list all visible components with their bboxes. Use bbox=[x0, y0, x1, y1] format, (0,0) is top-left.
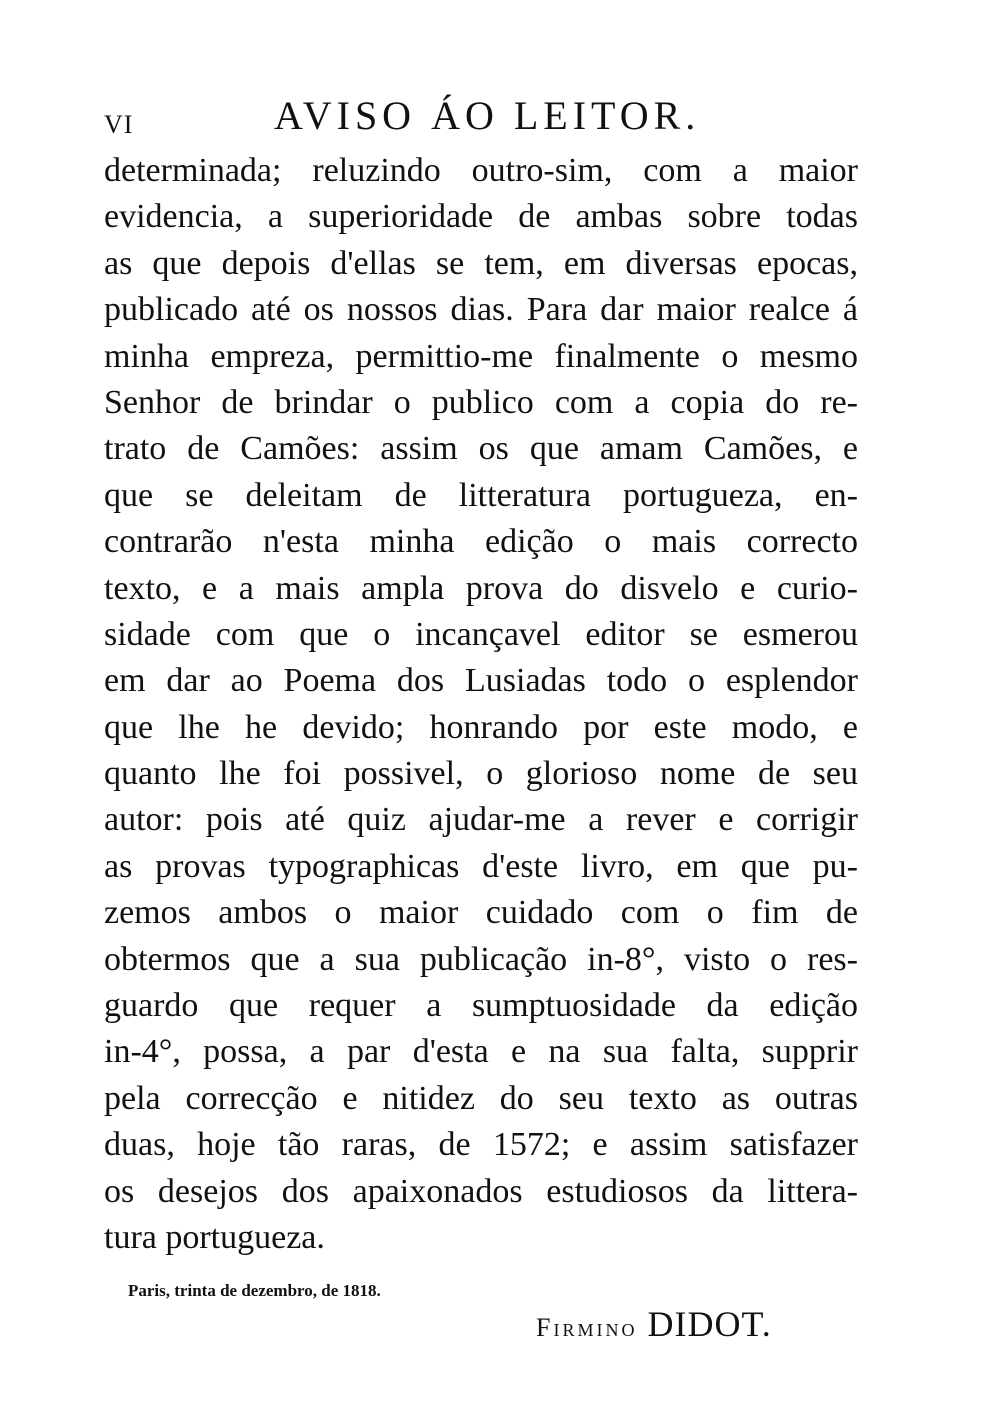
text-line: publicado até os nossos dias. Para dar maior realce á bbox=[104, 291, 858, 329]
text-line: guardo que requer a sumptuosidade da edição bbox=[104, 987, 858, 1025]
text-line: duas, hoje tão raras, de 1572; e assim satisfazer bbox=[104, 1126, 858, 1164]
text-line: sidade com que o incançavel editor se esmerou bbox=[104, 615, 858, 653]
body-text bbox=[104, 148, 858, 1261]
text-line: as provas typographicas d'este livro, em que pu- bbox=[104, 847, 858, 885]
text-line: in-4°, possa, a par d'esta e na sua falta, supprir bbox=[104, 1033, 858, 1071]
text-line-last: tura portugueza. bbox=[104, 1218, 325, 1256]
text-line: os desejos dos apaixonados estudiosos da littera- bbox=[104, 1172, 858, 1210]
text-line: Senhor de brindar o publico com a copia do re- bbox=[104, 383, 858, 421]
text-line: as que depois d'ellas se tem, em diversas epocas, bbox=[104, 244, 858, 282]
text-line: autor: pois até quiz ajudar-me a rever e corrigir bbox=[104, 801, 858, 839]
signature bbox=[536, 1303, 772, 1345]
text-line: quanto lhe foi possivel, o glorioso nome de seu bbox=[104, 755, 858, 793]
signature-first-name bbox=[536, 1313, 637, 1342]
text-line: contrarão n'esta minha edição o mais correcto bbox=[104, 523, 858, 561]
text-line: pela correcção e nitidez do seu texto as outras bbox=[104, 1079, 858, 1117]
text-line: obtermos que a sua publicação in-8°, visto o res- bbox=[104, 940, 858, 978]
text-line: trato de Camões: assim os que amam Camões, e bbox=[104, 430, 858, 468]
text-line: evidencia, a superioridade de ambas sobre todas bbox=[104, 198, 858, 236]
text-line: minha empreza, permittio-me finalmente o mesmo bbox=[104, 337, 858, 375]
page-title: AVISO ÁO LEITOR. bbox=[274, 93, 701, 138]
text-line: que se deleitam de litteratura portugueza, en- bbox=[104, 476, 858, 514]
running-head bbox=[104, 92, 864, 142]
dateline: Paris, trinta de dezembro, de 1818. bbox=[128, 1281, 381, 1300]
text-line: zemos ambos o maior cuidado com o fim de bbox=[104, 894, 858, 932]
text-line: texto, e a mais ampla prova do disvelo e curio- bbox=[104, 569, 858, 607]
text-line: em dar ao Poema dos Lusiadas todo o esplendor bbox=[104, 662, 858, 700]
signature-first-text: Firmino bbox=[536, 1313, 638, 1342]
page-number: VI bbox=[104, 110, 134, 139]
signature-last-name: DIDOT. bbox=[647, 1304, 772, 1344]
text-line: que lhe he devido; honrando por este modo, e bbox=[104, 708, 858, 746]
text-line: determinada; reluzindo outro-sim, com a maior bbox=[104, 152, 858, 189]
